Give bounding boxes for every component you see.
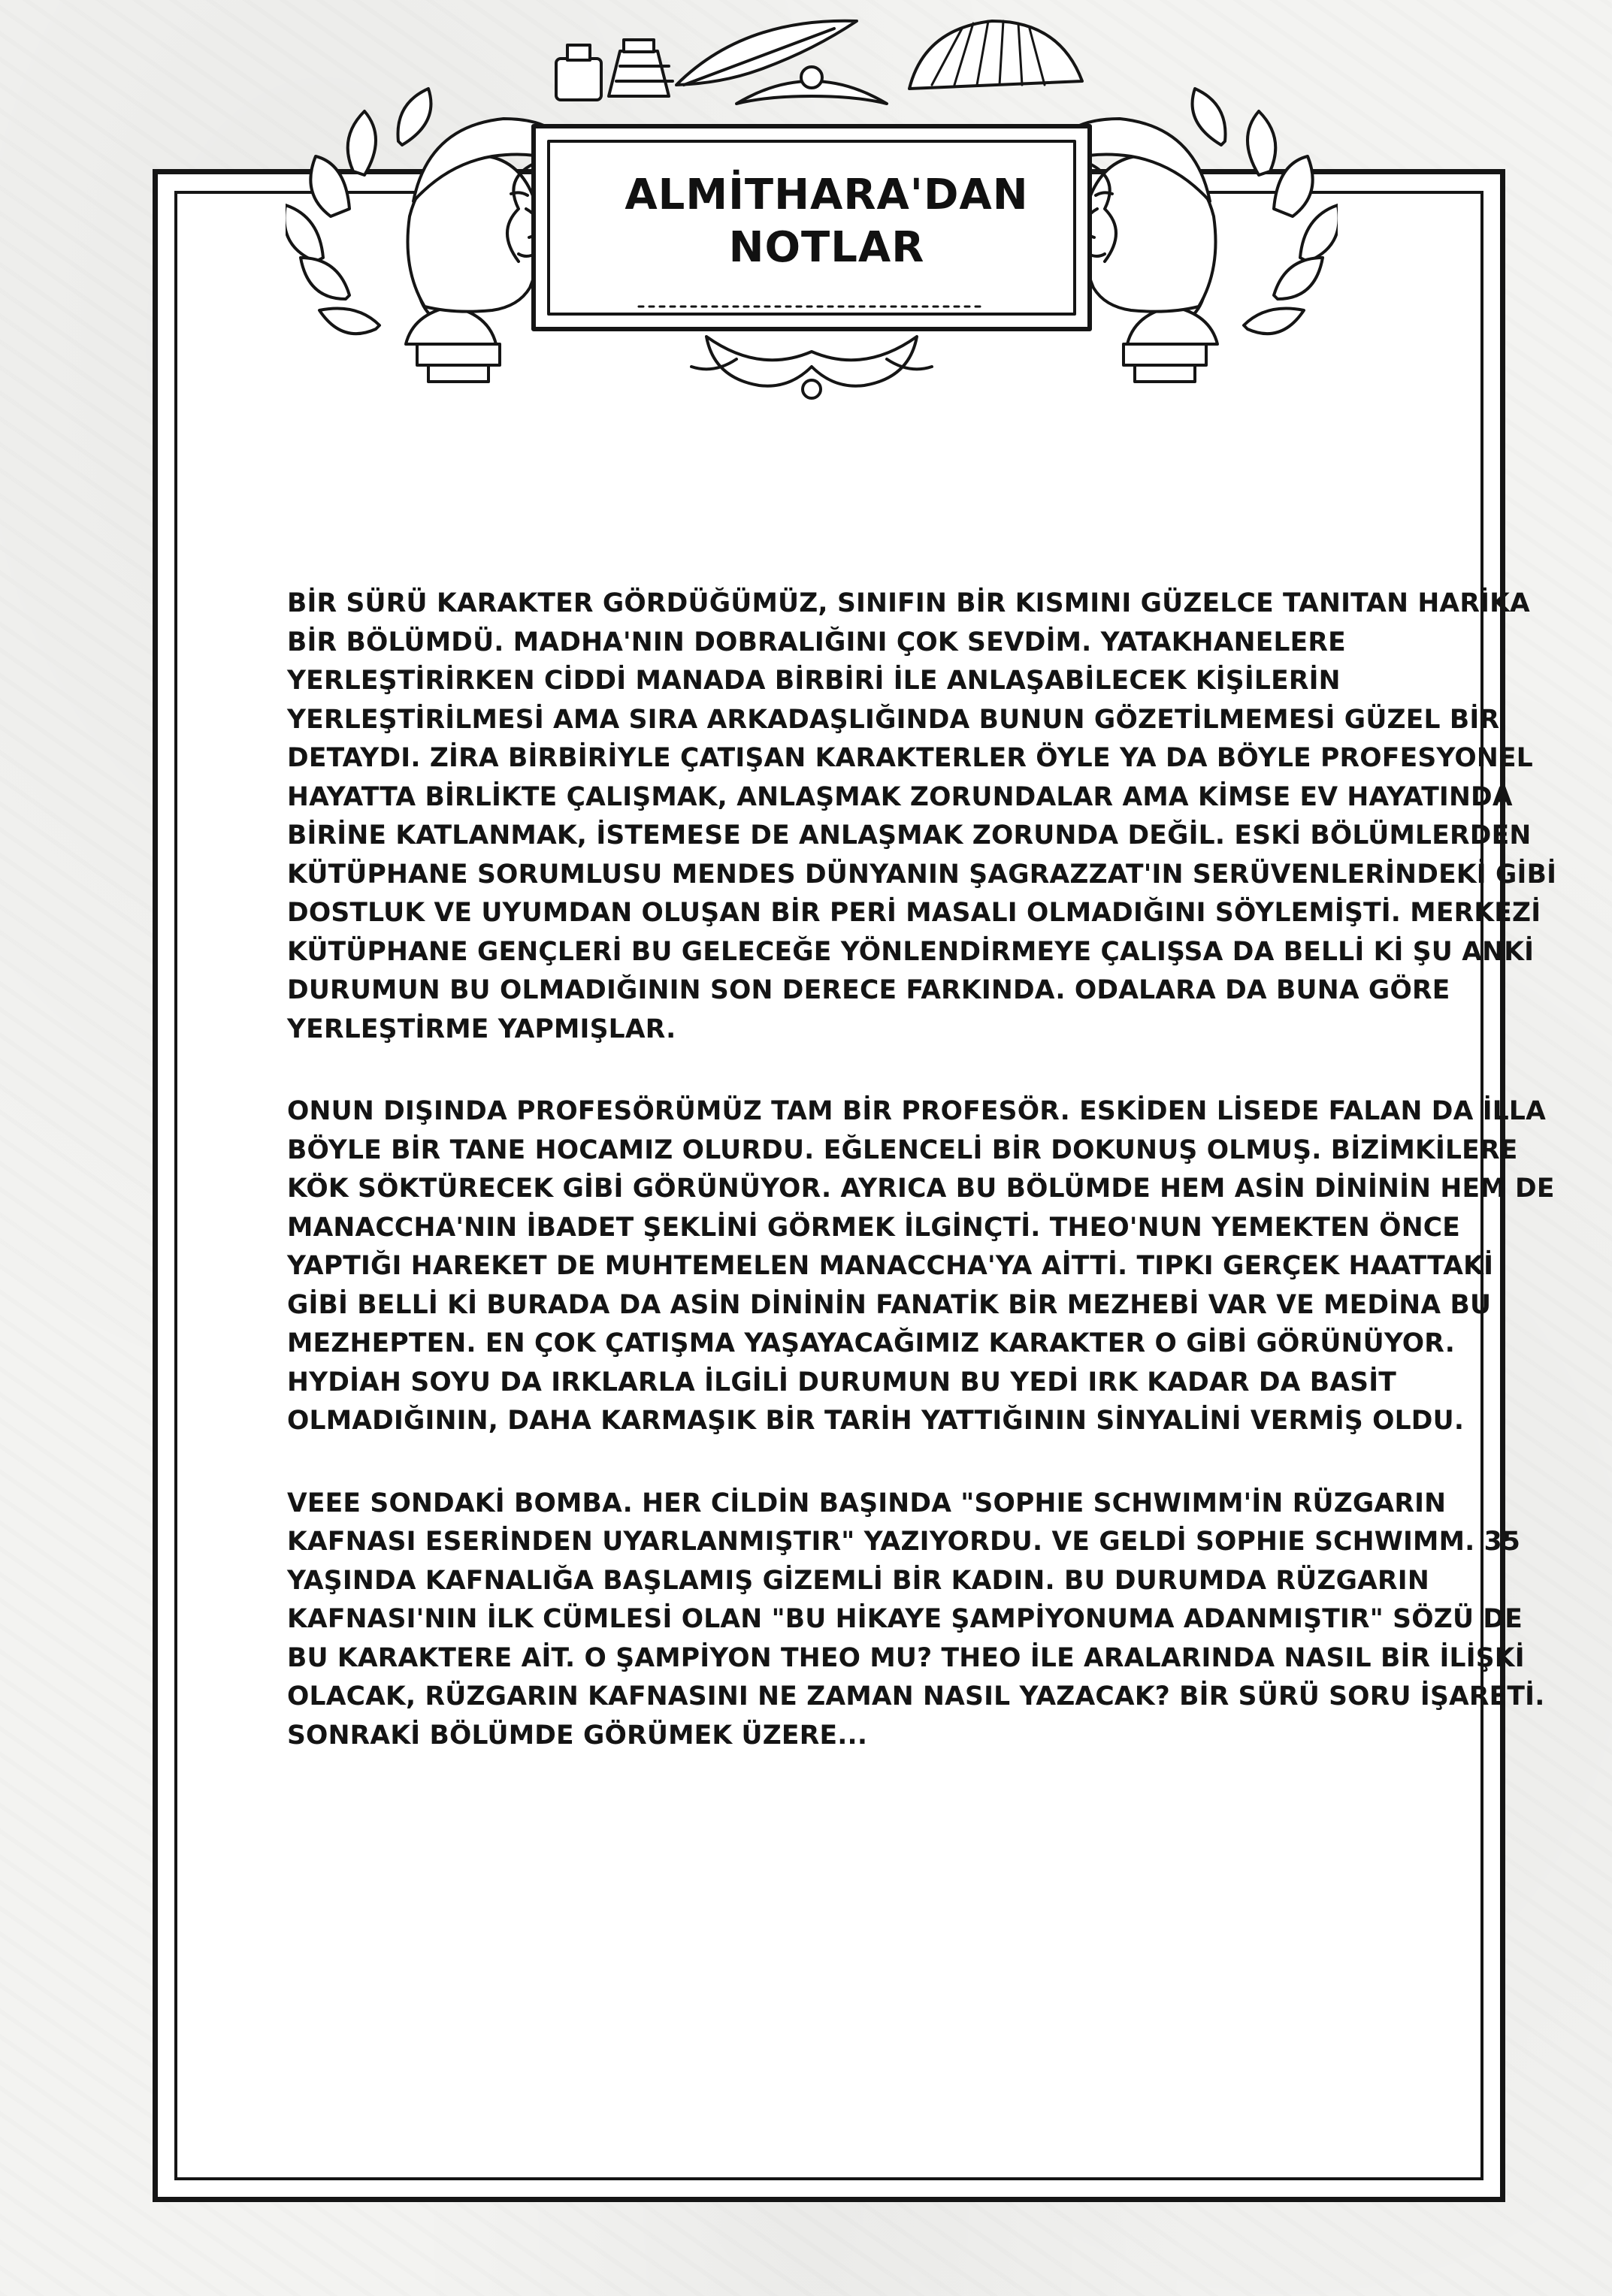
page-title-line-2: NOTLAR bbox=[728, 223, 925, 272]
paragraph-line: KÖK SÖKTÜRECEK GİBİ GÖRÜNÜYOR. AYRICA BU BÖLÜMDE HEM ASİN DİNİNİN HEM DE bbox=[287, 1174, 1555, 1204]
paragraph-line: YERLEŞTİRİLMESİ AMA SIRA ARKADAŞLIĞINDA BUNUN GÖZETİLMEMESİ GÜZEL BİR bbox=[287, 704, 1500, 735]
notes-body bbox=[287, 585, 1557, 1799]
paragraph-line: OLACAK, RÜZGARIN KAFNASINI NE ZAMAN NASIL YAZACAK? BİR SÜRÜ SORU İŞARETİ. bbox=[287, 1681, 1545, 1711]
ink-bottles bbox=[556, 40, 673, 100]
paragraph-line: KAFNASI'NIN İLK CÜMLESİ OLAN "BU HİKAYE ŞAMPİYONUMA ADANMIŞTIR" SÖZÜ DE bbox=[287, 1604, 1523, 1634]
notes-paragraph-1 bbox=[287, 585, 1557, 1049]
paragraph-line: BİR BÖLÜMDÜ. MADHA'NIN DOBRALIĞINI ÇOK SEVDİM. YATAKHANELERE bbox=[287, 627, 1346, 657]
paragraph-line: HYDİAH SOYU DA IRKLARLA İLGİLİ DURUMUN BU YEDİ IRK KADAR DA BASİT bbox=[287, 1367, 1396, 1397]
paragraph-line: DOSTLUK VE UYUMDAN OLUŞAN BİR PERİ MASALI OLMADIĞINI SÖYLEMİŞTİ. MERKEZİ bbox=[287, 898, 1541, 928]
paragraph-line: YERLEŞTİRİRKEN CİDDİ MANADA BİRBİRİ İLE ANLAŞABİLECEK KİŞİLERİN bbox=[287, 666, 1341, 696]
paragraph-line: YAŞINDA KAFNALIĞA BAŞLAMIŞ GİZEMLİ BİR KADIN. BU DURUMDA RÜZGARIN bbox=[287, 1565, 1429, 1596]
paragraph-line: SONRAKİ BÖLÜMDE GÖRÜMEK ÜZERE... bbox=[287, 1720, 868, 1751]
paragraph-line: OLMADIĞININ, DAHA KARMAŞIK BİR TARİH YATTIĞININ SİNYALİNİ VERMİŞ OLDU. bbox=[287, 1406, 1465, 1436]
paragraph-line: MANACCHA'NIN İBADET ŞEKLİNİ GÖRMEK İLGİNÇTİ. THEO'NUN YEMEKTEN ÖNCE bbox=[287, 1212, 1461, 1243]
paragraph-line: BİRİNE KATLANMAK, İSTEMESE DE ANLAŞMAK ZORUNDA DEĞİL. ESKİ BÖLÜMLERDEN bbox=[287, 820, 1532, 850]
notes-paragraph-3 bbox=[287, 1485, 1545, 1756]
paragraph-line: BU KARAKTERE AİT. O ŞAMPİYON THEO MU? THEO İLE ARALARINDA NASIL BİR İLİŞKİ bbox=[287, 1642, 1525, 1673]
paragraph-line: BİR SÜRÜ KARAKTER GÖRDÜĞÜMÜZ, SINIFIN BİR KISMINI GÜZELCE TANITAN HARİKA bbox=[287, 588, 1530, 618]
paragraph-line: DURUMUN BU OLMADIĞININ SON DERECE FARKINDA. ODALARA DA BUNA GÖRE bbox=[287, 975, 1450, 1005]
paragraph-line: VEEE SONDAKİ BOMBA. HER CİLDİN BAŞINDA "SOPHIE SCHWIMM'İN RÜZGARIN bbox=[287, 1488, 1447, 1518]
paragraph-line: GİBİ BELLİ Kİ BURADA DA ASİN DİNİNİN FANATİK BİR MEZHEBİ VAR VE MEDİNA BU bbox=[287, 1289, 1492, 1320]
paragraph-line: DETAYDI. ZİRA BİRBİRİYLE ÇATIŞAN KARAKTERLER ÖYLE YA DA BÖYLE PROFESYONEL bbox=[287, 743, 1533, 773]
title-plaque bbox=[564, 128, 1090, 316]
paragraph-line: KAFNASI ESERİNDEN UYARLANMIŞTIR" YAZIYORDU. VE GELDİ SOPHIE SCHWIMM. 35 bbox=[287, 1527, 1521, 1557]
paragraph-line: MEZHEPTEN. EN ÇOK ÇATIŞMA YAŞAYACAĞIMIZ KARAKTER O GİBİ GÖRÜNÜYOR. bbox=[287, 1328, 1456, 1358]
paragraph-line: YAPTIĞI HAREKET DE MUHTEMELEN MANACCHA'YA AİTTİ. TIPKI GERÇEK HAATTAKİ bbox=[287, 1251, 1494, 1281]
page-title-line-1: ALMİTHARA'DAN bbox=[625, 171, 1029, 219]
paragraph-line: ONUN DIŞINDA PROFESÖRÜMÜZ TAM BİR PROFESÖR. ESKİDEN LİSEDE FALAN DA İLLA bbox=[287, 1096, 1546, 1126]
paragraph-line: KÜTÜPHANE GENÇLERİ BU GELECEĞE YÖNLENDİRMEYE ÇALIŞSA DA BELLİ Kİ ŞU ANKİ bbox=[287, 936, 1535, 967]
paragraph-line: BÖYLE BİR TANE HOCAMIZ OLURDU. EĞLENCELİ BİR DOKUNUŞ OLMUŞ. BİZİMKİLERE bbox=[287, 1134, 1518, 1165]
paragraph-line: HAYATTA BİRLİKTE ÇALIŞMAK, ANLAŞMAK ZORUNDALAR AMA KİMSE EV HAYATINDA bbox=[287, 781, 1513, 812]
paragraph-line: YERLEŞTİRME YAPMIŞLAR. bbox=[287, 1014, 676, 1044]
paragraph-line: KÜTÜPHANE SORUMLUSU MENDES DÜNYANIN ŞAGRAZZAT'IN SERÜVENLERİNDEKİ GİBİ bbox=[287, 859, 1557, 890]
bottom-scroll-ornament bbox=[706, 337, 917, 386]
notes-paragraph-2 bbox=[287, 1092, 1555, 1441]
